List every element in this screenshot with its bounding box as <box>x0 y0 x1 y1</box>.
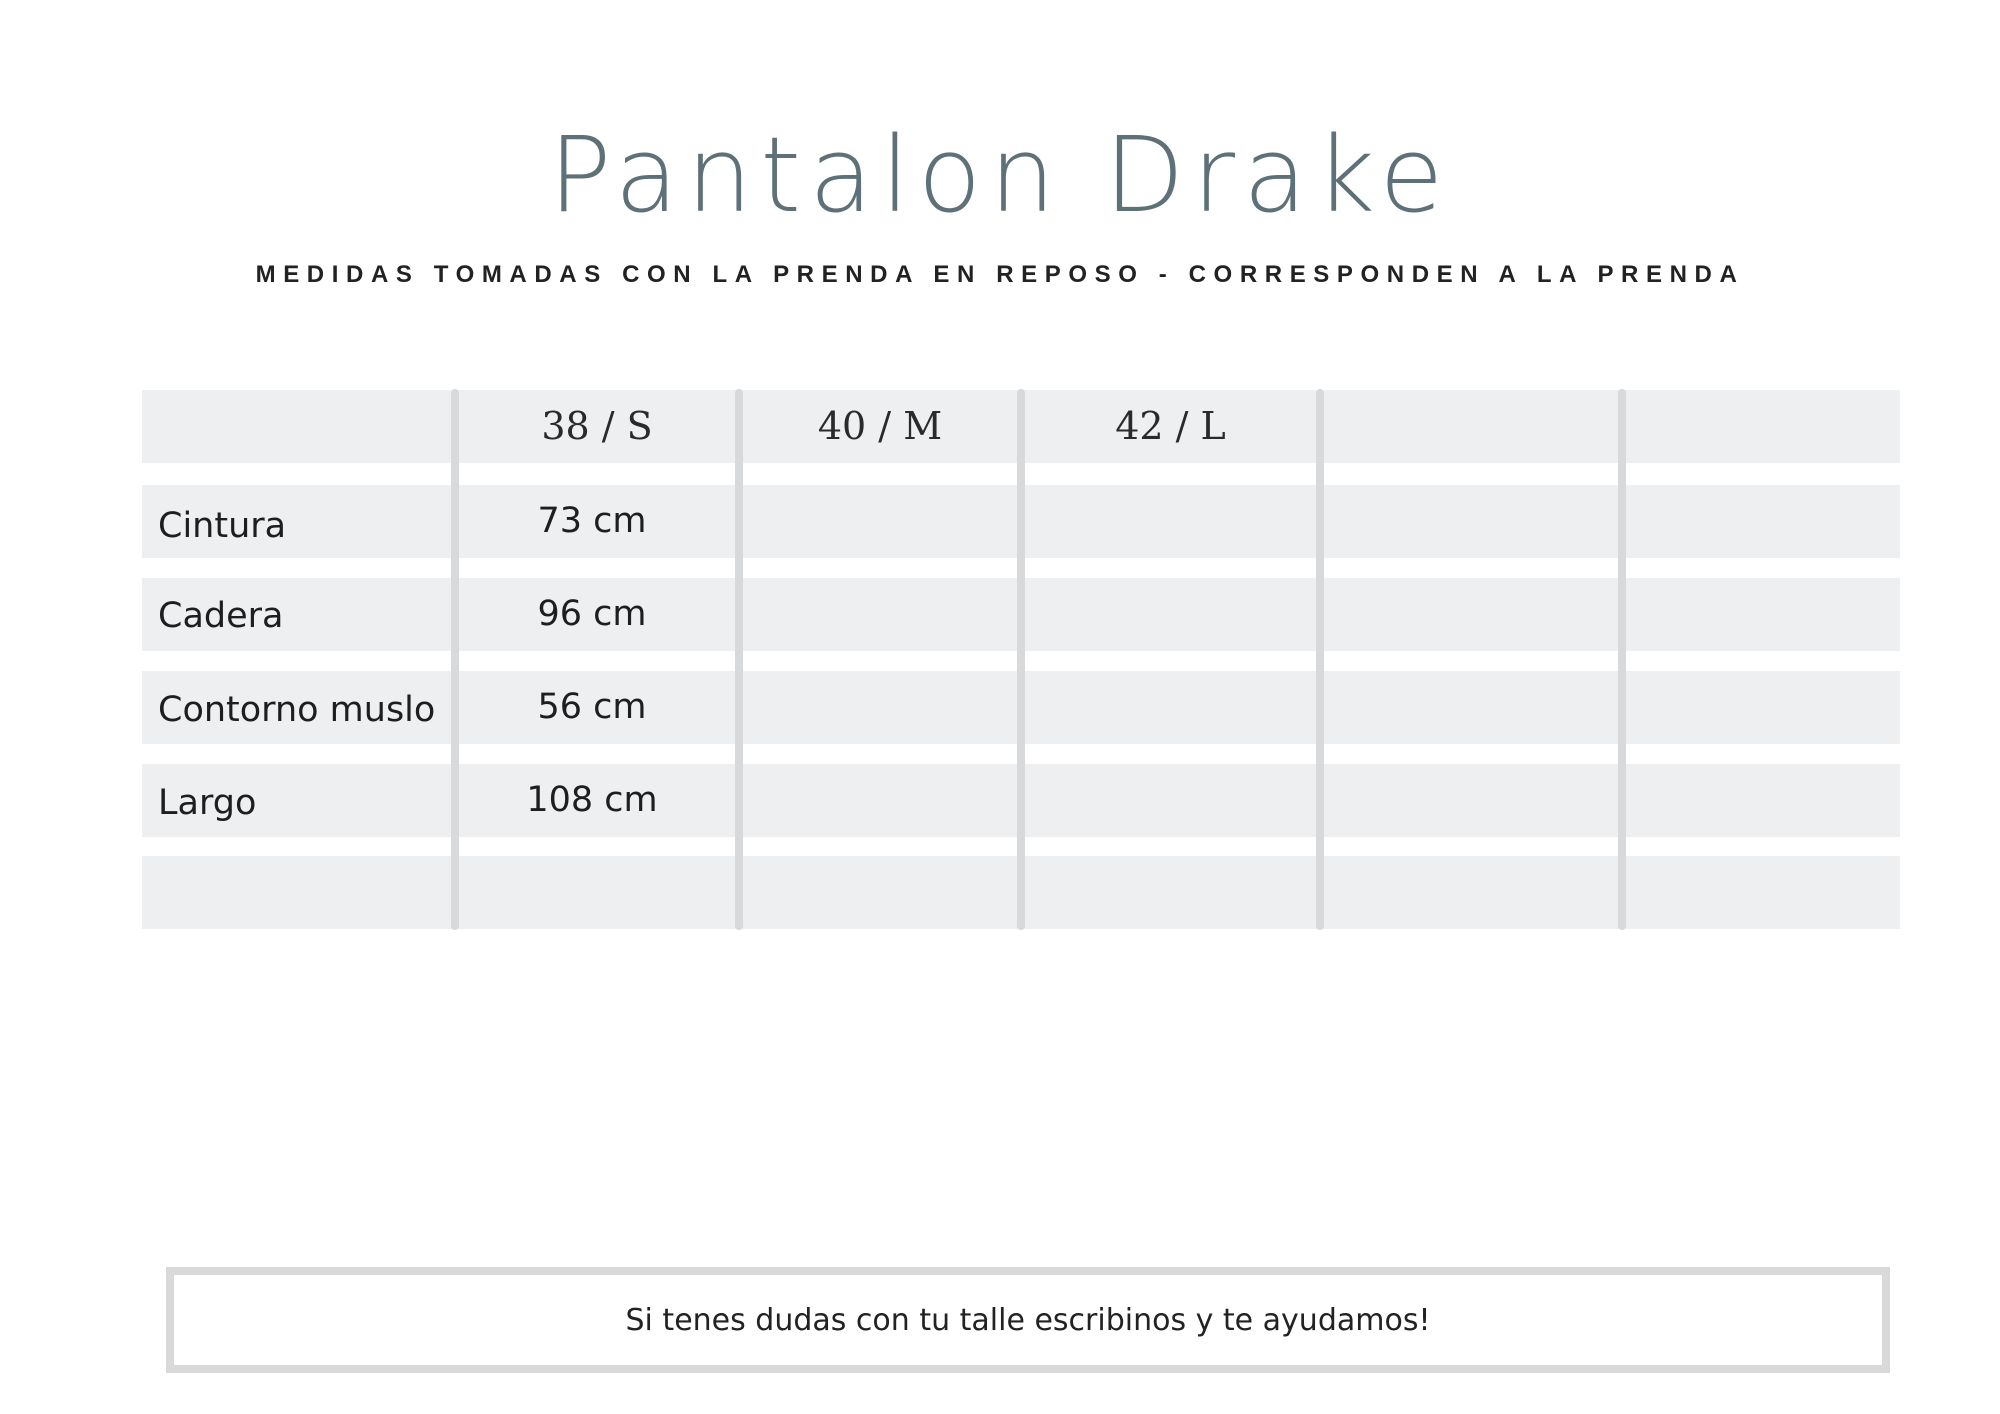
row-label-largo: Largo <box>158 783 257 823</box>
column-divider <box>735 389 743 930</box>
row-label-cadera: Cadera <box>158 596 284 636</box>
help-note-box <box>166 1267 1890 1373</box>
size-header-m: 40 / M <box>817 404 943 448</box>
size-header-s: 38 / S <box>541 404 653 448</box>
value-contorno-muslo-s: 56 cm <box>537 687 647 727</box>
value-largo-s: 108 cm <box>526 780 658 820</box>
column-divider <box>1618 389 1626 930</box>
row-label-contorno-muslo: Contorno muslo <box>158 690 436 730</box>
column-divider <box>451 389 459 930</box>
page-title: Pantalon Drake <box>548 114 1452 236</box>
column-divider <box>1017 389 1025 930</box>
help-note-text: Si tenes dudas con tu talle escribinos y te ayudamos! <box>625 1302 1431 1338</box>
value-cadera-s: 96 cm <box>537 594 647 634</box>
size-header-l: 42 / L <box>1115 404 1226 448</box>
value-cintura-s: 73 cm <box>537 501 647 541</box>
page-subtitle: MEDIDAS TOMADAS CON LA PRENDA EN REPOSO - CORRESPONDEN A LA PRENDA <box>255 261 1745 288</box>
row-label-cintura: Cintura <box>158 506 287 546</box>
column-divider <box>1316 389 1324 930</box>
